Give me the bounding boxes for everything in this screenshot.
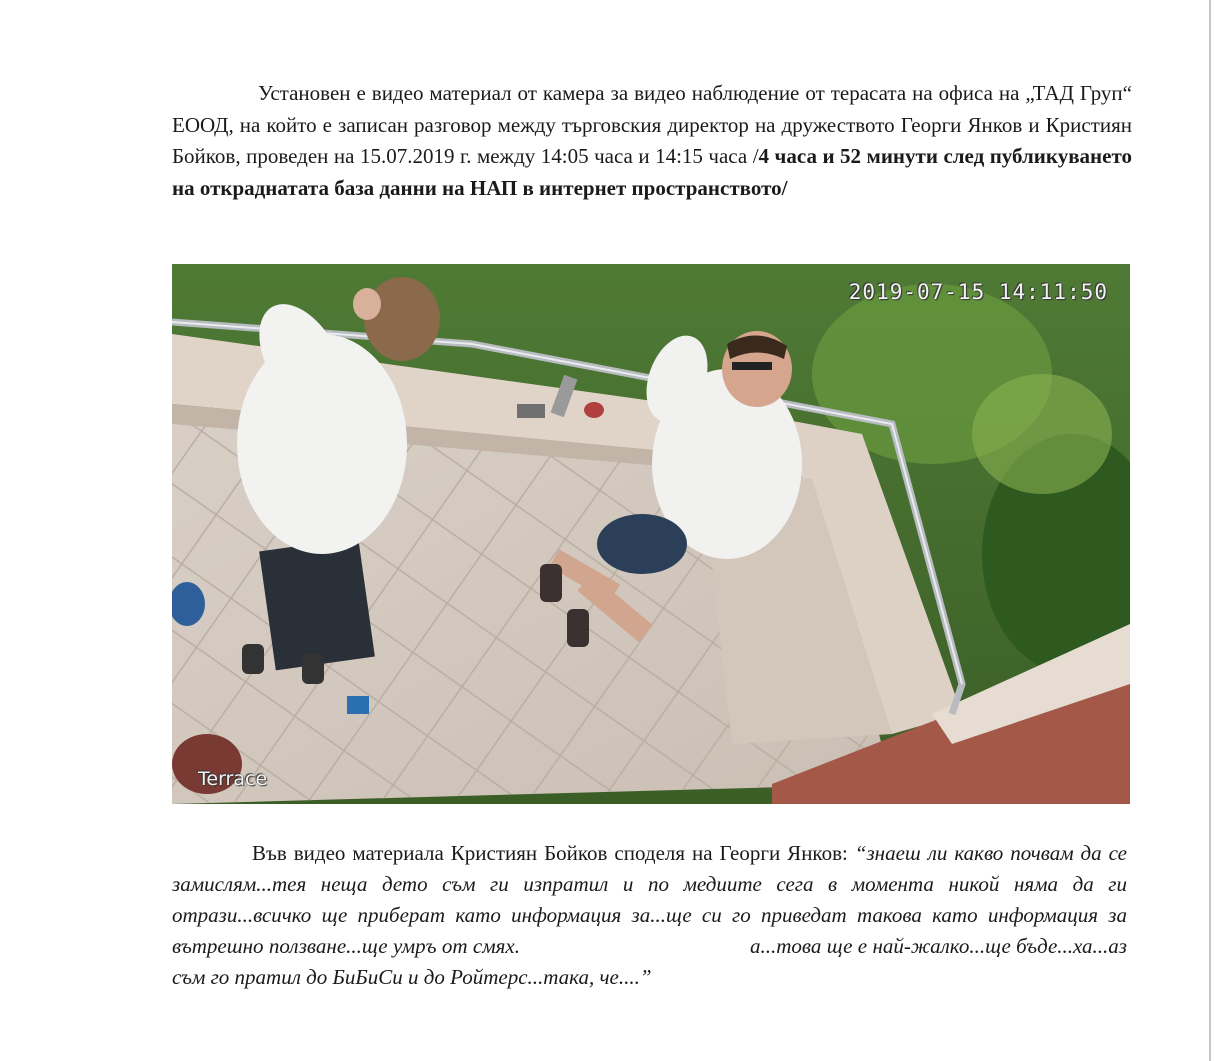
quote-lead: Във видео материала Кристиян Бойков споделя на Георги Янков: bbox=[252, 841, 855, 865]
bush-highlight bbox=[972, 374, 1112, 494]
quote-text-part2: а...това ще е най-жалко...ще бъде...ха...аз съм го пратил до БиБиСи и до Ройтерс...така, че....” bbox=[172, 934, 1128, 989]
camera-label: Terrace bbox=[198, 768, 268, 790]
cup-on-ledge bbox=[584, 402, 604, 418]
timestamp-overlay: 2019-07-15 14:11:50 bbox=[848, 280, 1108, 304]
floor-drain bbox=[347, 696, 369, 714]
intro-bold-text: 4 часа и 52 минути след публикуването на откраднатата база данни на НАП в интернет пространството/ bbox=[172, 144, 1132, 200]
intro-paragraph bbox=[172, 78, 1132, 204]
phone-on-ledge bbox=[517, 404, 545, 418]
terrace-scene bbox=[172, 264, 1130, 804]
page-edge bbox=[1209, 0, 1211, 1061]
intro-text: Установен е видео материал от камера за видео наблюдение от терасата на офиса на „ТАД Груп“ ЕООД, на който е записан разговор между търговския директор на дружеството Георги Янков и Кристиян Бойков, проведен на 15.07.2019 г. между 14:05 часа и 14:15 часа / bbox=[172, 81, 1132, 168]
quote-text-part1: “знаеш ли какво почвам да се замислям...тея неща дето съм ги изпратил и по медиите сега в момента никой няма да ги отрази...всичко ще приберат като информация за...ще си го приведат такова като информация за вътрешно ползване...ще умръ от смях. bbox=[172, 841, 1127, 958]
surveillance-photo bbox=[172, 264, 1130, 804]
quote-paragraph bbox=[172, 838, 1127, 993]
